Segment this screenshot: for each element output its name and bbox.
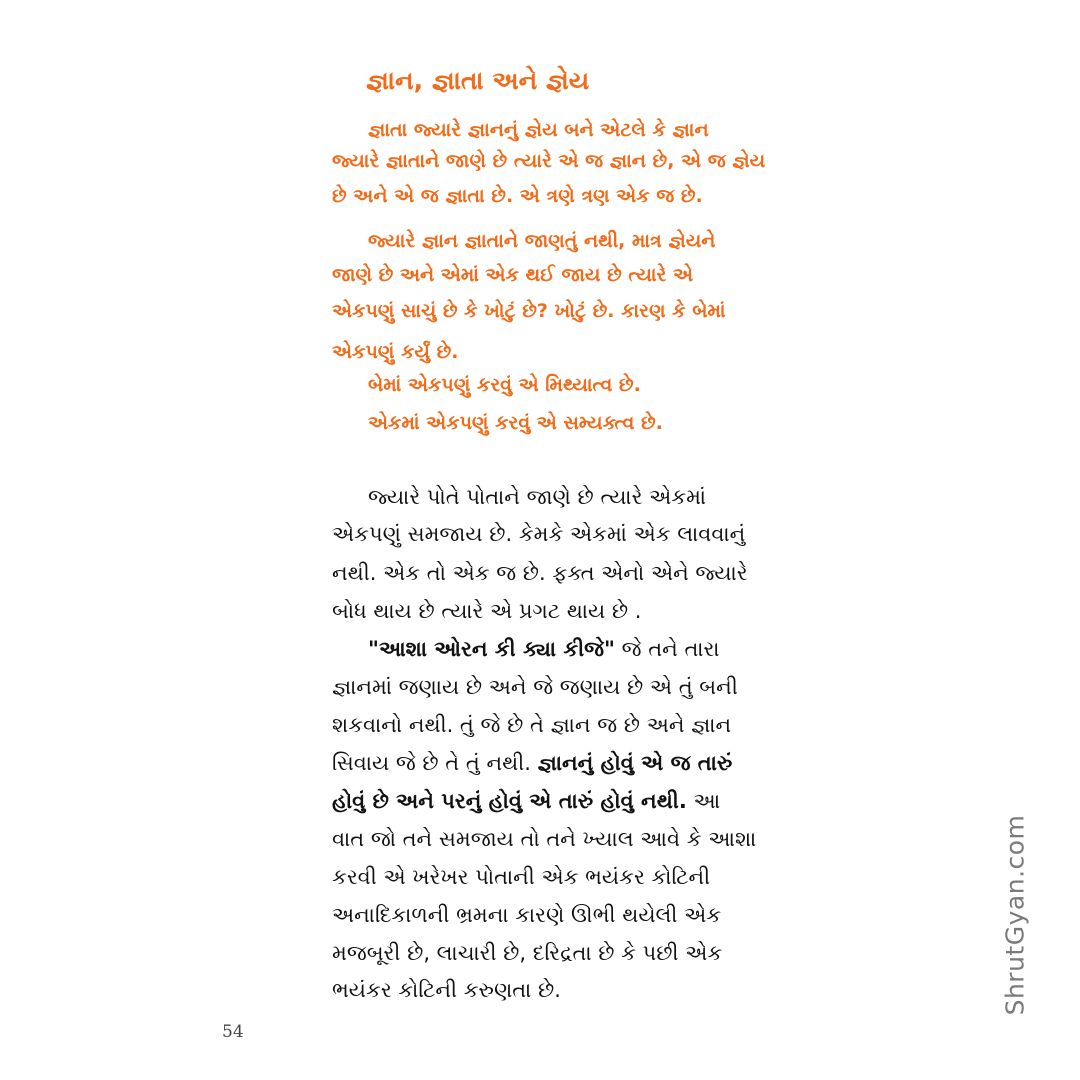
body-line: એકપણું સમજાય છે. કેમકે એકમાં એક લાવવાનું [332, 522, 746, 546]
body-fragment: આ [693, 789, 721, 813]
body-line [332, 786, 750, 816]
body-line: જ્ઞાનમાં જણાય છે અને જે જણાય છે એ તું બની [332, 675, 738, 699]
site-watermark: ShrutGyan.com [1000, 814, 1030, 1016]
body-line: કરવી એ ખરેખર પોતાની એક ભયંકર કોટિની [332, 865, 711, 889]
page-number: 54 [222, 1022, 244, 1042]
body-line [368, 634, 750, 664]
body-line: અનાદિકાળની ભ્રમના કારણે ઊભી થયેલી એક [332, 903, 722, 927]
orange-line: જ્યારે જ્ઞાતાને જાણે છે ત્યારે એ જ જ્ઞાન છે, એ જ જ્ઞેય [332, 150, 766, 172]
orange-line: છે અને એ જ જ્ઞાતા છે. એ ત્રણે ત્રણ એક જ છે. [332, 185, 703, 207]
body-fragment: જે તને તારા [621, 637, 720, 661]
orange-line: એકમાં એકપણું કરવું એ સમ્યક્ત્વ છે. [368, 412, 663, 434]
body-line: બોધ થાય છે ત્યારે એ પ્રગટ થાય છે . [332, 599, 642, 623]
bold-phrase-continued: હોવું છે અને પરનું હોવું એ તારું હોવું નથી. [332, 789, 687, 813]
bold-phrase: જ્ઞાનનું હોવું એ જ તારું [537, 751, 733, 775]
section-title: જ્ઞાન, જ્ઞાતા અને જ્ઞેય [366, 66, 590, 95]
orange-line: બેમાં એકપણું કરવું એ મિથ્યાત્વ છે. [368, 374, 641, 396]
orange-line: જ્યારે જ્ઞાન જ્ઞાતાને જાણતું નથી, માત્ર જ્ઞેયને [368, 230, 716, 252]
orange-line: એકપણું કર્યું છે. [332, 341, 459, 363]
quote-title: "આશા ઓરન કી ક્યા કીજે" [368, 637, 615, 661]
orange-line: જાણે છે અને એમાં એક થઈ જાય છે ત્યારે એ [332, 264, 694, 286]
body-fragment: સિવાય જે છે તે તું નથી. [332, 751, 531, 775]
body-line [332, 748, 750, 778]
body-line: વાત જો તને સમજાય તો તને ખ્યાલ આવે કે આશા [332, 827, 757, 851]
orange-line: એકપણું સાચું છે કે ખોટું છે? ખોટું છે. કારણ કે બેમાં [332, 300, 726, 322]
body-line: ભયંકર કોટિની કરુણતા છે. [332, 978, 561, 1002]
body-line: નથી. એક તો એક જ છે. ફક્ત એનો એને જ્યારે [332, 561, 748, 585]
body-line: જ્યારે પોતે પોતાને જાણે છે ત્યારે એકમાં [368, 485, 707, 509]
body-line: મજબૂરી છે, લાચારી છે, દરિદ્રતા છે કે પછી એક [332, 941, 723, 965]
orange-line: જ્ઞાતા જ્યારે જ્ઞાનનું જ્ઞેય બને એટલે કે જ્ઞાન [368, 119, 709, 141]
body-line: શકવાનો નથી. તું જે છે તે જ્ઞાન જ છે અને જ્ઞાન [332, 713, 732, 737]
